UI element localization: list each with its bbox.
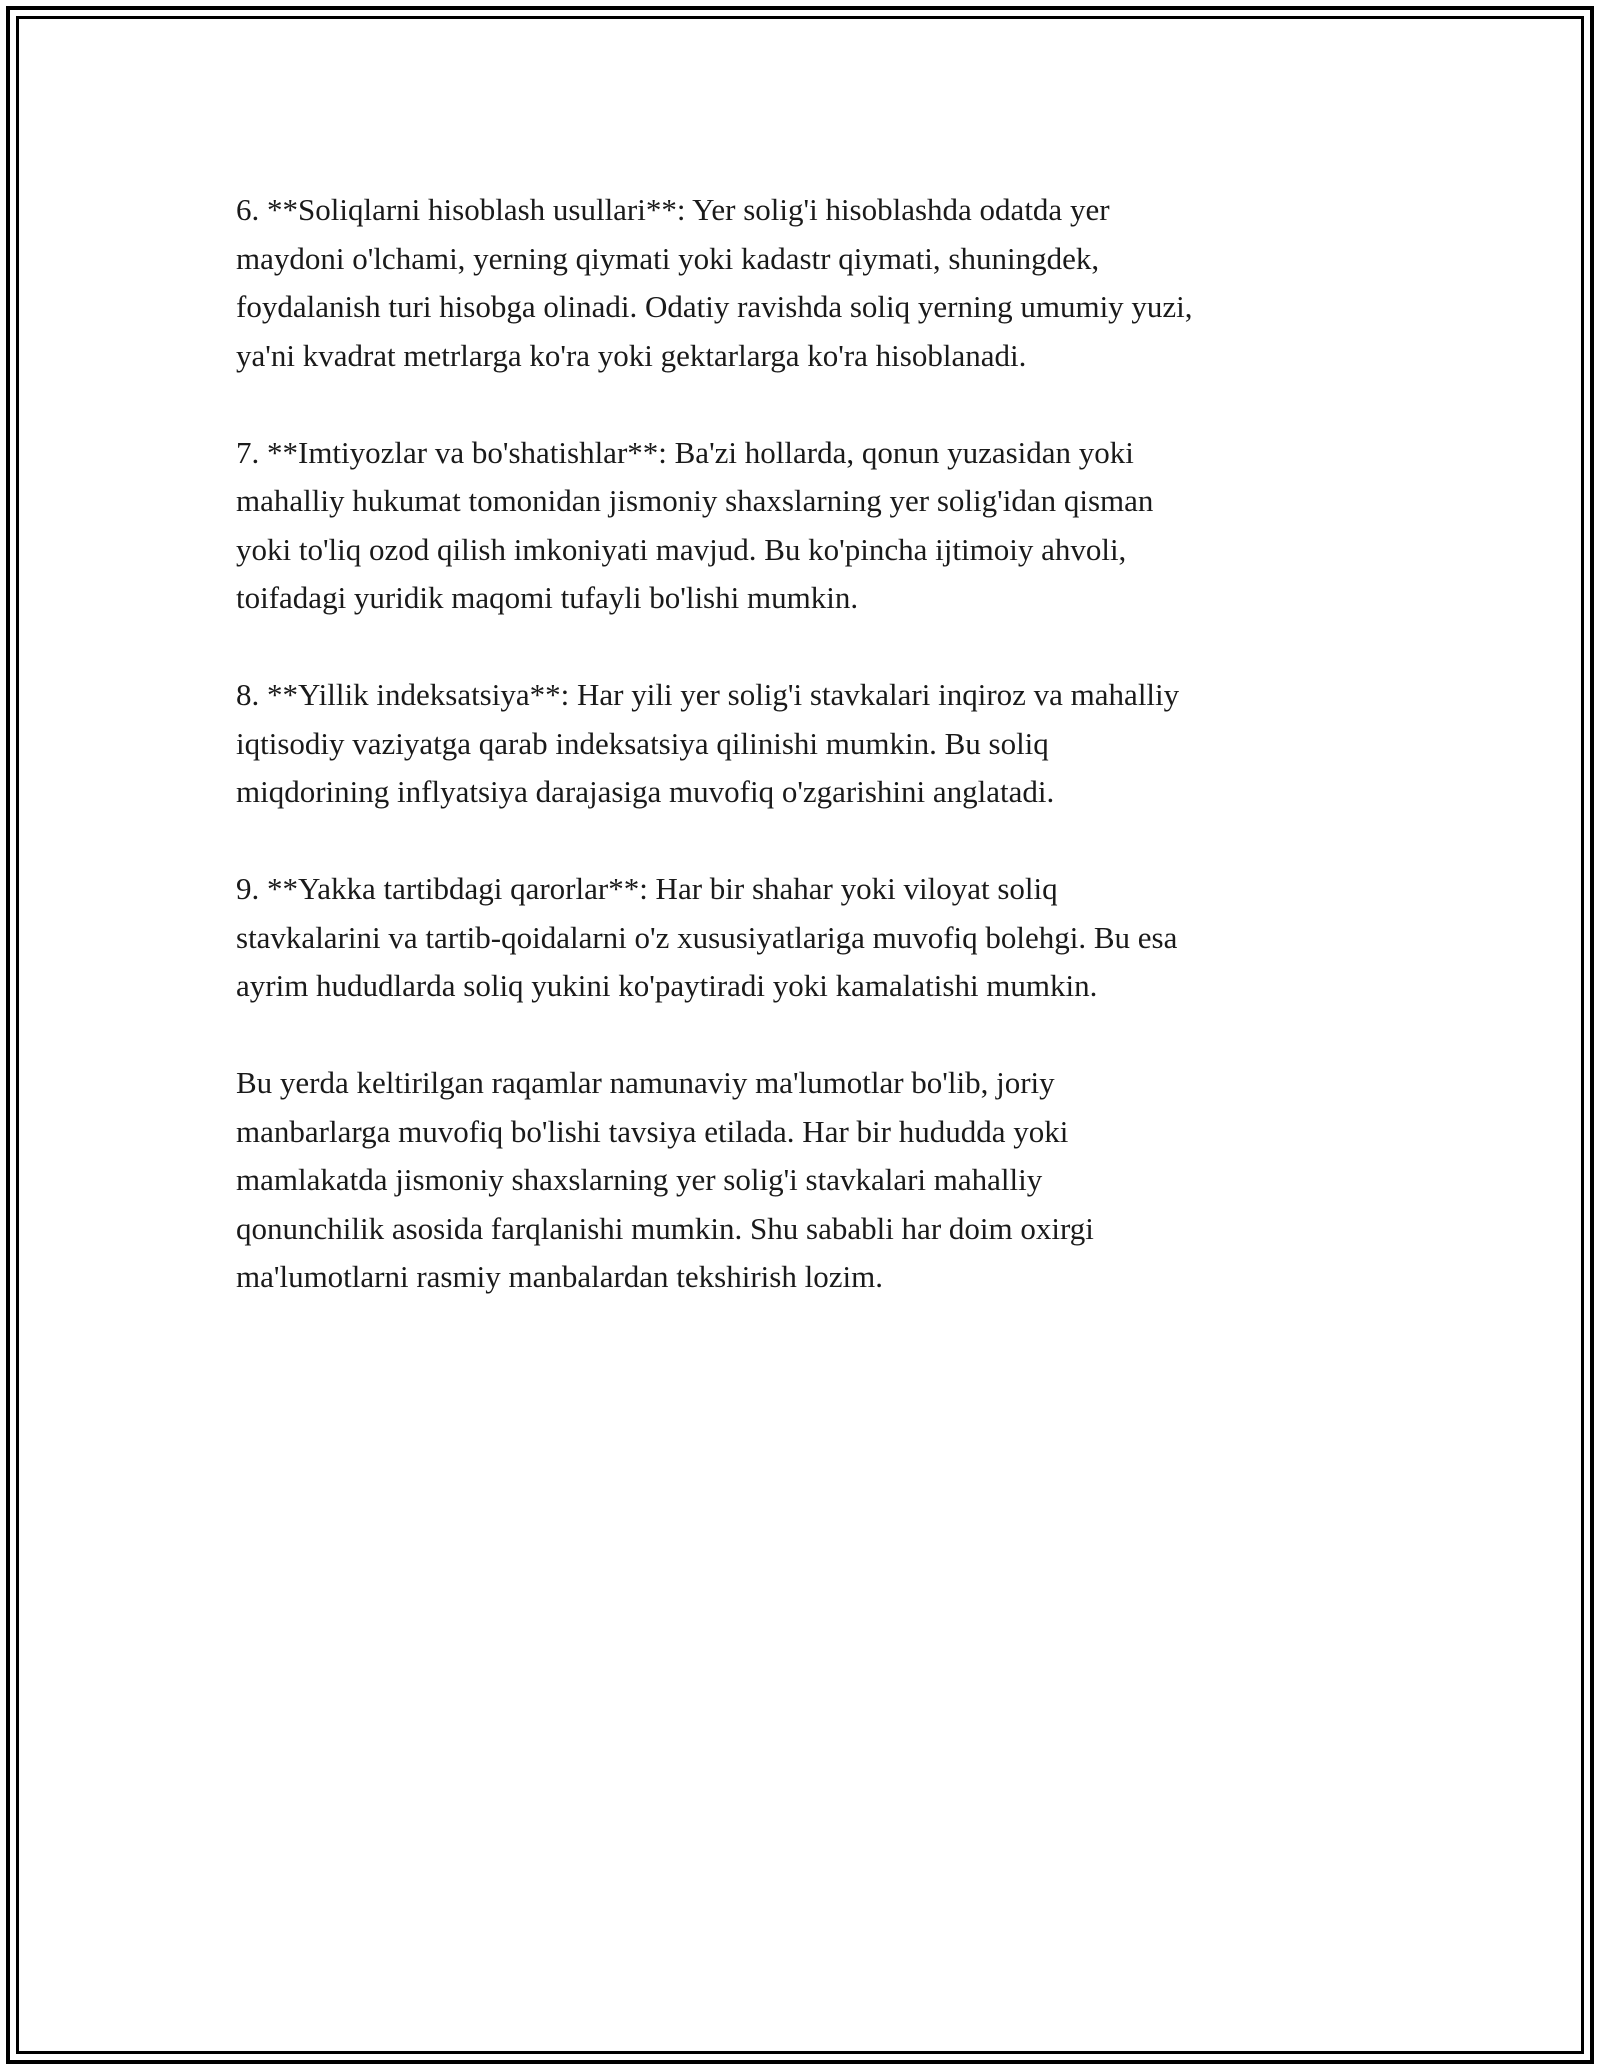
text-line: ya'ni kvadrat metrlarga ko'ra yoki gektarlarga ko'ra hisoblanadi. [236,337,1027,373]
text-line: ayrim hududlarda soliq yukini ko'paytiradi yoki kamalatishi mumkin. [236,968,1098,1003]
text-line: manbarlarga muvofiq bo'lishi tavsiya etilada. Har bir hududda yoki [236,1113,1069,1149]
text-line: yoki to'liq ozod qilish imkoniyati mavjud. Bu ko'pincha ijtimoiy ahvoli, [236,531,1127,567]
text-line: miqdorining inflyatsiya darajasiga muvofiq o'zgarishini anglatadi. [236,774,1055,809]
text-line: iqtisodiy vaziyatga qarab indeksatsiya qilinishi mumkin. Bu soliq [236,725,1049,761]
text-line: mamlakatda jismoniy shaxslarning yer solig'i stavkalari mahalliy [236,1162,1043,1197]
text-line: 8. **Yillik indeksatsiya**: Har yili yer solig'i stavkalari inqiroz va mahalliy [236,677,1180,712]
text-line: ma'lumotlarni rasmiy manbalardan tekshirish lozim. [236,1259,883,1294]
text-line: mahalliy hukumat tomonidan jismoniy shaxslarning yer solig'idan qisman [236,483,1154,518]
paragraph-yillik-indeksatsiya [236,671,1396,817]
text-line: 7. **Imtiyozlar va bo'shatishlar**: Ba'zi hollarda, qonun yuzasidan yoki [236,434,1134,470]
text-line: toifadagi yuridik maqomi tufayli bo'lishi mumkin. [236,580,859,615]
document-body [236,186,1396,1350]
text-line: 6. **Soliqlarni hisoblash usullari**: Yer solig'i hisoblashda odatda yer [236,192,1110,227]
text-line: maydoni o'lchami, yerning qiymati yoki kadastr qiymati, shuningdek, [236,240,1100,276]
paragraph-yakka-tartibdagi [236,865,1396,1011]
paragraph-conclusion [236,1059,1396,1302]
paragraph-imtiyozlar [236,429,1396,623]
text-line: Bu yerda keltirilgan raqamlar namunaviy ma'lumotlar bo'lib, joriy [236,1065,1055,1100]
text-line: foydalanish turi hisobga olinadi. Odatiy ravishda soliq yerning umumiy yuzi, [236,289,1193,324]
text-line: 9. **Yakka tartibdagi qarorlar**: Har bir shahar yoki viloyat soliq [236,871,1058,906]
paragraph-soliqlarni-hisoblash [236,186,1396,380]
text-line: qonunchilik asosida farqlanishi mumkin. Shu sababli har doim oxirgi [236,1210,1094,1246]
text-line: stavkalarini va tartib-qoidalarni o'z xususiyatlariga muvofiq bolehgi. Bu esa [236,919,1178,955]
